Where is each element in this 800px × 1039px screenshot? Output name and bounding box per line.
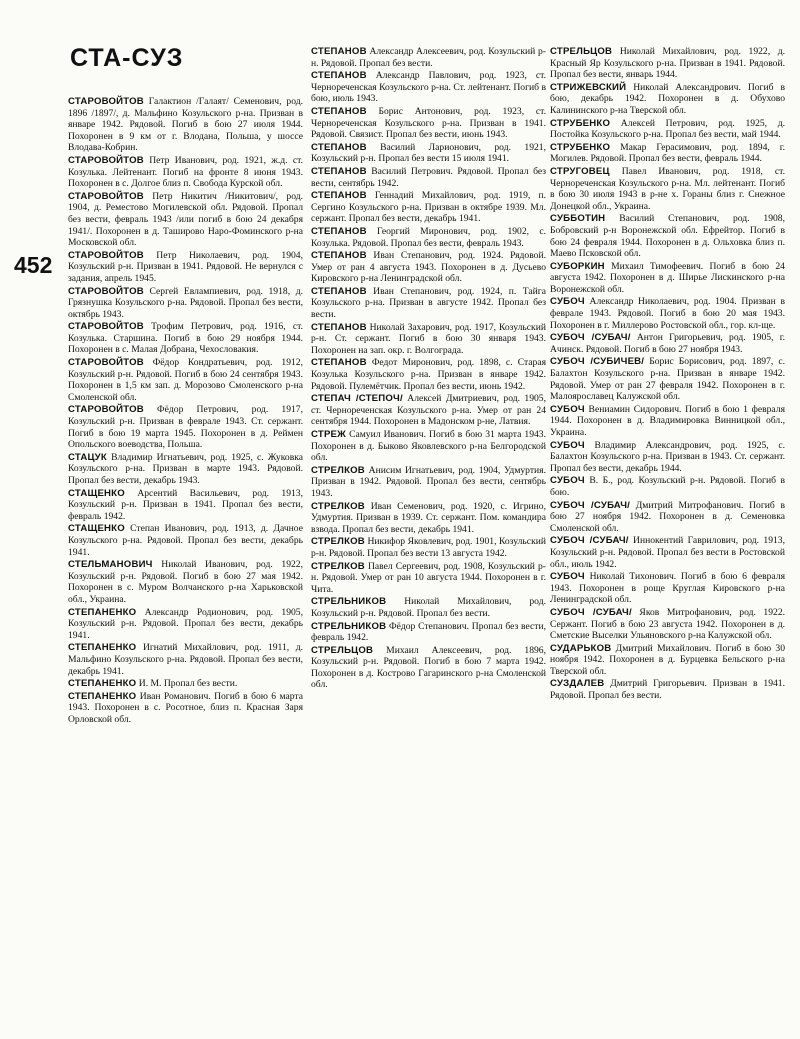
entry-text: Геннадий Михайлович, род. 1919, п. Сергино Козульского р-на. Призван в октябре 1939. Мл. сержант. Пропал без вести, декабрь 1941. [311, 190, 546, 225]
entry-text: Василий Ларионович, род. 1921, Козульский р-н. Пропал без вести 15 июля 1941. [311, 141, 546, 165]
entry-surname: СТАРОВОЙТОВ [68, 154, 144, 166]
entry-text: Георгий Миронович, род. 1902, с. Козулька. Рядовой. Пропал без вести, февраль 1943. [311, 225, 546, 249]
entry-text: Степан Иванович, род. 1913, д. Дачное Козульского р-на. Рядовой. Пропал без вести, декабрь 1941. [68, 523, 303, 558]
entry-surname: СТЕПАНОВ [311, 105, 367, 117]
entry-text: Никифор Яковлевич, род. 1901, Козульский р-н. Рядовой. Пропал без вести 13 августа 1942. [311, 536, 546, 559]
entry-text: Василий Степанович, род. 1908, Бобровский р-н Воронежской обл. Ефрейтор. Погиб в бою 24 февраля 1944. Похоронен в д. Ольховка близ п. Маево Псковской обл. [550, 213, 785, 260]
entry-text: Петр Николаевич, род. 1904, Козульский р-н. Призван в 1941. Рядовой. Не вернулся с задания, апрель 1945. [68, 249, 303, 284]
entry-surname: СТРУГОВЕЦ [550, 165, 610, 177]
entry-text: Иван Романович. Погиб в бою 6 марта 1943. Похоронен в с. Росотное, близ п. Красная Заря Орловской обл. [68, 690, 303, 725]
entry-surname: СТАЩЕНКО [68, 487, 125, 499]
entry-text: Николай Иванович, род. 1922, Козульский р-н. Рядовой. Погиб в бою 27 мая 1942. Похоронен в с. Муром Волчанского р-на Харьковской обл., Украина. [68, 559, 303, 605]
entry-surname: СТРЕЛЬНИКОВ [311, 620, 387, 632]
entry-text: Игнатий Михайлович, род. 1911, д. Мальфино Козульского р-на. Рядовой. Пропал без вести, декабрь 1941. [68, 642, 303, 677]
entry [311, 501, 546, 536]
entry-text: Галактион /Галаят/ Семенович, род. 1896 /1897/, д. Мальфино Козульского р-на. Призван в январе 1942. Рядовой. Погиб в бою 27 июля 1944. Похоронен в 9 км от г. Влодана, Польша, у шоссе Влодава-Кобрин. [68, 96, 303, 154]
entry-text: Владимир Александрович, род. 1925, с. Балахтон Козульского р-на. Призван в 1943. Ст. сержант. Пропал без вести, декабрь 1944. [550, 439, 786, 474]
entry [550, 82, 785, 117]
entry-text: Арсентий Васильевич, род. 1913, Козульский р-н. Призван в 1941. Пропал без вести, февраль 1942. [68, 487, 303, 522]
entry-surname: СУЗДАЛЕВ [550, 678, 605, 690]
entry-surname: СУБОРКИН [550, 260, 605, 272]
entry-surname: СТЕПАНОВ [311, 357, 367, 369]
entry [550, 261, 785, 296]
entry-text: Яков Митрофанович, род. 1922. Сержант. Погиб в бою 23 августа 1942. Похоронен в д. Сметские Выселки Ульяновского р-на Калужской обл. [550, 606, 786, 642]
entry [68, 96, 303, 154]
entry-text: Иннокентий Гаврилович, род. 1913, Козульский р-н. Рядовой. Пропал без вести в Ростовской обл., июль 1942. [550, 535, 786, 570]
entry-surname: СТАРОВОЙТОВ [68, 96, 144, 107]
entry [550, 166, 785, 212]
entry-text: Анисим Игнатьевич, род. 1904, Удмуртия. Призван в 1942. Рядовой. Пропал без вести, сентябрь 1943. [311, 464, 546, 499]
entry-text: Александр Павлович, род. 1923, ст. Чернореченская Козульского р-на. Ст. лейтенант. Погиб в бою, июль 1943. [311, 70, 546, 105]
entry [311, 357, 546, 392]
entry [311, 645, 546, 691]
entry-surname: СТЕПАНЕНКО [68, 606, 137, 618]
entry-text: Алексей Дмитриевич, род. 1905, ст. Чернореченская Козульского р-на. Умер от ран 24 сентября 1944. Похоронен в Мадонском р-не, Латвия. [311, 393, 546, 428]
entry-surname: СТАРОВОЙТОВ [68, 285, 144, 297]
entry [550, 571, 785, 606]
entry-text: Самуил Иванович. Погиб в бою 31 марта 1943. Похоронен в д. Быково Яковлевского р-на Белгородской обл. [311, 429, 546, 464]
entry [550, 213, 785, 259]
entry [68, 286, 303, 321]
entry-surname: СТЕПАНОВ [311, 190, 367, 202]
entry-surname: СТРЕЛЬНИКОВ [311, 596, 387, 608]
entry [311, 190, 546, 225]
entry-surname: СТЕПАЧ /СТЕПОЧ/ [311, 393, 403, 405]
entry [311, 70, 546, 105]
entry-text: Николай Михайлович, род. 1922, д. Красный Яр Козульского р-на. Призван в 1941. Рядовой. Пропал без вести, январь 1944. [550, 46, 786, 81]
entry-surname: СУБОЧ /СУБАЧ/ [550, 535, 629, 547]
entry [68, 523, 303, 558]
entry [311, 250, 546, 285]
entry-text: Антон Григорьевич, род. 1905, г. Ачинск. Рядовой. Погиб в бою 27 ноября 1943. [550, 332, 785, 355]
entry [311, 561, 546, 596]
entry [550, 500, 785, 535]
entry-surname: СТРЕЛКОВ [311, 560, 365, 572]
entry-surname: СТЕПАНОВ [311, 70, 367, 82]
entry-text: Дмитрий Михайлович. Погиб в бою 30 ноября 1942. Похоронен в д. Бурцевка Бельского р-на Тверской обл. [550, 642, 785, 677]
entry-surname: СТЕПАНОВ [311, 46, 367, 57]
entry-text: Иван Степанович, род. 1924. Рядовой. Умер от ран 4 августа 1943. Похоронен в д. Дусьево Кировского р-на Ленинградской обл. [311, 250, 546, 285]
entry-text: Николай Александрович. Погиб в бою, декабрь 1942. Похоронен в д. Обухово Калининского р-на Тверской обл. [550, 81, 785, 116]
entry-surname: СТЕПАНОВ [311, 165, 367, 177]
entry [550, 607, 785, 642]
entry-text: Борис Антонович, род. 1923, ст. Чернореченская Козульского р-на. Призван в 1941. Рядовой. Связист. Пропал без вести, июнь 1943. [311, 105, 546, 141]
entry-surname: СТЕПАНОВ [311, 225, 367, 237]
entry-text: Борис Борисович, род. 1897, с. Балахтон Козульского р-на. Призван в январе 1942. Рядовой. Умер от ран 27 февраля 1942. Похоронен в г. Малоярославец Калужской обл. [550, 356, 785, 403]
entry-surname: СТЕЛЬМАНОВИЧ [68, 559, 153, 571]
entry-surname: СТАЩЕНКО [68, 523, 125, 535]
entry-text: Павел Сергеевич, род. 1908, Козульский р-н. Рядовой. Умер от ран 10 августа 1944. Похоронен в г. Чита. [311, 560, 546, 595]
entry [68, 404, 303, 450]
entry-text: Николай Захарович, род. 1917, Козульский р-н. Ст. сержант. Погиб в бою 30 января 1943. Похоронен на зап. окр. г. Волгограда. [311, 321, 546, 356]
entry-surname: СУББОТИН [550, 213, 606, 225]
entry [550, 678, 785, 701]
entry [550, 440, 785, 475]
entry-text: Иван Степанович, род. 1924, п. Тайга Козульского р-на. Призван в августе 1942. Пропал без вести. [311, 285, 546, 321]
entry-text: Фёдор Петрович, род. 1917, Козульский р-н. Призван в феврале 1943. Ст. сержант. Погиб в бою 19 марта 1945. Похоронен в д. Реймен Опольского воеводства, Польша. [68, 404, 304, 451]
entry [68, 488, 303, 523]
column-1 [68, 96, 303, 726]
entry-surname: СТЕПАНОВ [311, 141, 367, 153]
page-header: СТА-СУЗ [70, 44, 184, 72]
entry [311, 465, 546, 500]
entry-surname: СТРУБЕНКО [550, 141, 611, 153]
entry-text: Павел Иванович, род. 1918, ст. Чернореченская Козульского р-на. Мл. лейтенант. Погиб в бою 30 июля 1943 в р-не х. Гораны близ г. Снежное Донецкой обл., Украина. [550, 165, 785, 212]
entry-surname: СТЕПАНОВ [311, 285, 367, 297]
entry [311, 429, 546, 464]
entry [311, 106, 546, 141]
entry-surname: СТРИЖЕВСКИЙ [550, 81, 627, 93]
column-3 [550, 46, 785, 703]
entry-surname: СТРЕЛКОВ [311, 464, 365, 476]
entry [68, 452, 303, 487]
entry-surname: СТАРОВОЙТОВ [68, 190, 144, 202]
entry-text: Михаил Тимофеевич. Погиб в бою 24 августа 1942. Похоронен в д. Ширье Лискинского р-на Воронежской обл. [550, 260, 785, 295]
entry-surname: СТРУБЕНКО [550, 117, 611, 129]
page-number: 452 [14, 252, 53, 278]
entry [550, 535, 785, 570]
entry-text: Макар Герасимович, род. 1894, г. Могилев. Рядовой. Пропал без вести, февраль 1944. [550, 141, 785, 165]
entry [311, 536, 546, 559]
entry [550, 643, 785, 678]
entry [68, 250, 303, 285]
entry-text: Фёдор Кондратьевич, род. 1912, Козульский р-н. Рядовой. Погиб в бою 24 сентября 1943. Похоронен в 1,5 км зап. д. Морозово Смоленского р-на Смоленской обл. [68, 357, 303, 403]
entry [550, 356, 785, 402]
entry [550, 404, 785, 439]
entry-text: Федот Миронович, род. 1898, с. Старая Козулька Козульского р-на. Призван в январе 1942. Рядовой. Пулемётчик. Пропал без вести, июнь 1942. [311, 357, 546, 392]
entry [68, 678, 303, 690]
entry-surname: СУБОЧ /СУБАЧ/ [550, 499, 631, 511]
entry-text: Александр Николаевич, род. 1904. Призван в феврале 1943. Рядовой. Погиб в бою 20 мая 1943. Похоронен в г. Миллерово Ростовской обл., гор. кл-ще. [550, 296, 785, 331]
entry-surname: СТАРОВОЙТОВ [68, 249, 144, 261]
entry [550, 118, 785, 141]
entry-surname: СУБОЧ [550, 475, 585, 487]
entry-surname: СТЕПАНЕНКО [68, 678, 137, 690]
entry-text: Александр Родионович, род. 1905, Козульский р-н. Рядовой. Пропал без вести, декабрь 1941. [68, 606, 303, 641]
entry-text: Алексей Петрович, род. 1925, д. Постойка Козульского р-на. Пропал без вести, май 1944. [550, 117, 785, 141]
entry-text: Фёдор Степанович. Пропал без вести, февраль 1942. [311, 620, 546, 644]
entry-surname: СУБОЧ [550, 571, 585, 583]
entry-surname: СТАРОВОЙТОВ [68, 357, 144, 369]
entry-text: Иван Семенович, род. 1920, с. Игрино, Удмуртия. Призван в 1939. Ст. сержант. Пом. командира взвода. Пропал без вести, декабрь 1941. [311, 500, 546, 535]
entry [550, 46, 785, 81]
entry-surname: СТРЕЖ [311, 429, 347, 440]
entry-surname: СУБОЧ [550, 439, 585, 451]
entry-text: Михаил Алексеевич, род. 1896, Козульский р-н. Рядовой. Погиб в бою 7 марта 1942. Похоронен в д. Кострово Гагаринского р-на Смоленской обл. [311, 644, 546, 691]
entry-text: И. М. Пропал без вести. [138, 678, 238, 690]
entry-text: Николай Михайлович, род. Козульский р-н. Рядовой. Пропал без вести. [311, 596, 546, 619]
entry [311, 166, 546, 189]
entry-text: Дмитрий Митрофанович. Погиб в бою 27 ноября 1942. Похоронен в д. Семеновка Смоленской обл. [550, 499, 786, 534]
entry [68, 691, 303, 726]
entry [311, 322, 546, 357]
entry [311, 393, 546, 428]
entry-surname: СУБОЧ /СУБАЧ/ [550, 606, 632, 618]
entry-text: Петр Никитич /Никитович/, род. 1904, д. Реместово Могилевской обл. Рядовой. Пропал без вести, февраль 1943 /или погиб в бою 24 декабря 1941/. Похоронен в д. Таширово Наро-Фоминского р-на Московской обл. [68, 190, 303, 249]
entry [311, 286, 546, 321]
entry [550, 142, 785, 165]
entry-surname: СТАРОВОЙТОВ [68, 404, 144, 416]
entry-surname: СТЕПАНОВ [311, 321, 367, 333]
entry-surname: СУБОЧ [550, 296, 585, 308]
entry [68, 191, 303, 249]
entry-surname: СУДАРЬКОВ [550, 642, 612, 654]
entry [311, 621, 546, 644]
column-2 [311, 46, 546, 692]
entry [311, 46, 546, 69]
entry-surname: СТРЕЛЬЦОВ [311, 644, 374, 656]
entry-text: Трофим Петрович, род. 1916, ст. Козулька. Старшина. Погиб в бою 29 ноября 1944. Похоронен в с. Малая Добрана, Чехословакия. [68, 321, 303, 356]
entry [311, 596, 546, 619]
entry [550, 332, 785, 355]
entry [550, 296, 785, 331]
entry [68, 321, 303, 356]
entry-text: Дмитрий Григорьевич. Призван в 1941. Рядовой. Пропал без вести. [550, 678, 785, 702]
entry-surname: СУБОЧ /СУБИЧЕВ/ [550, 356, 645, 368]
entry-surname: СТРЕЛКОВ [311, 536, 365, 548]
entry-text: Василий Петрович. Рядовой. Пропал без вести, сентябрь 1942. [311, 165, 546, 189]
entry-surname: СТАРОВОЙТОВ [68, 321, 144, 333]
entry-surname: СТЕПАНЕНКО [68, 690, 137, 702]
entry-text: Сергей Евлампиевич, род. 1918, д. Грязнушка Козульского р-на. Рядовой. Пропал без вести, октябрь 1943. [68, 285, 303, 320]
entry-text: В. Б., род. Козульский р-н. Рядовой. Погиб в бою. [550, 475, 785, 498]
entry [550, 475, 785, 498]
entry-surname: СТЕПАНЕНКО [68, 642, 137, 654]
entry-surname: СТРЕЛКОВ [311, 500, 365, 512]
entry [68, 607, 303, 642]
entry-text: Владимир Игнатьевич, род. 1925, с. Жуковка Козульского р-на. Призван в марте 1943. Рядовой. Пропал без вести, декабрь 1943. [68, 451, 303, 486]
entry-text: Петр Иванович, род. 1921, ж.д. ст. Козулька. Лейтенант. Погиб на фронте 8 июня 1943. Похоронен в с. Долгое близ п. Свобода Курской обл. [68, 154, 304, 190]
entry-text: Александр Алексеевич, род. Козульский р-н. Рядовой. Пропал без вести. [311, 46, 546, 69]
entry-text: Николай Тихонович. Погиб в бою 6 февраля 1943. Похоронен в роще Круглая Кировского р-на Ленинградской обл. [550, 571, 785, 606]
entry-surname: СУБОЧ /СУБАЧ/ [550, 332, 631, 344]
entry-surname: СТЕПАНОВ [311, 250, 367, 262]
entry [68, 642, 303, 677]
entry-surname: СТРЕЛЬЦОВ [550, 46, 613, 57]
entry-text: Вениамин Сидорович. Погиб в бою 1 февраля 1944. Похоронен в д. Владимировка Винницкой обл., Украина. [550, 403, 785, 438]
entry [311, 226, 546, 249]
entry [68, 357, 303, 403]
entry [68, 559, 303, 605]
entry [311, 142, 546, 165]
entry-surname: СУБОЧ [550, 403, 585, 415]
entry [68, 155, 303, 190]
entry-surname: СТАЦУК [68, 451, 107, 463]
